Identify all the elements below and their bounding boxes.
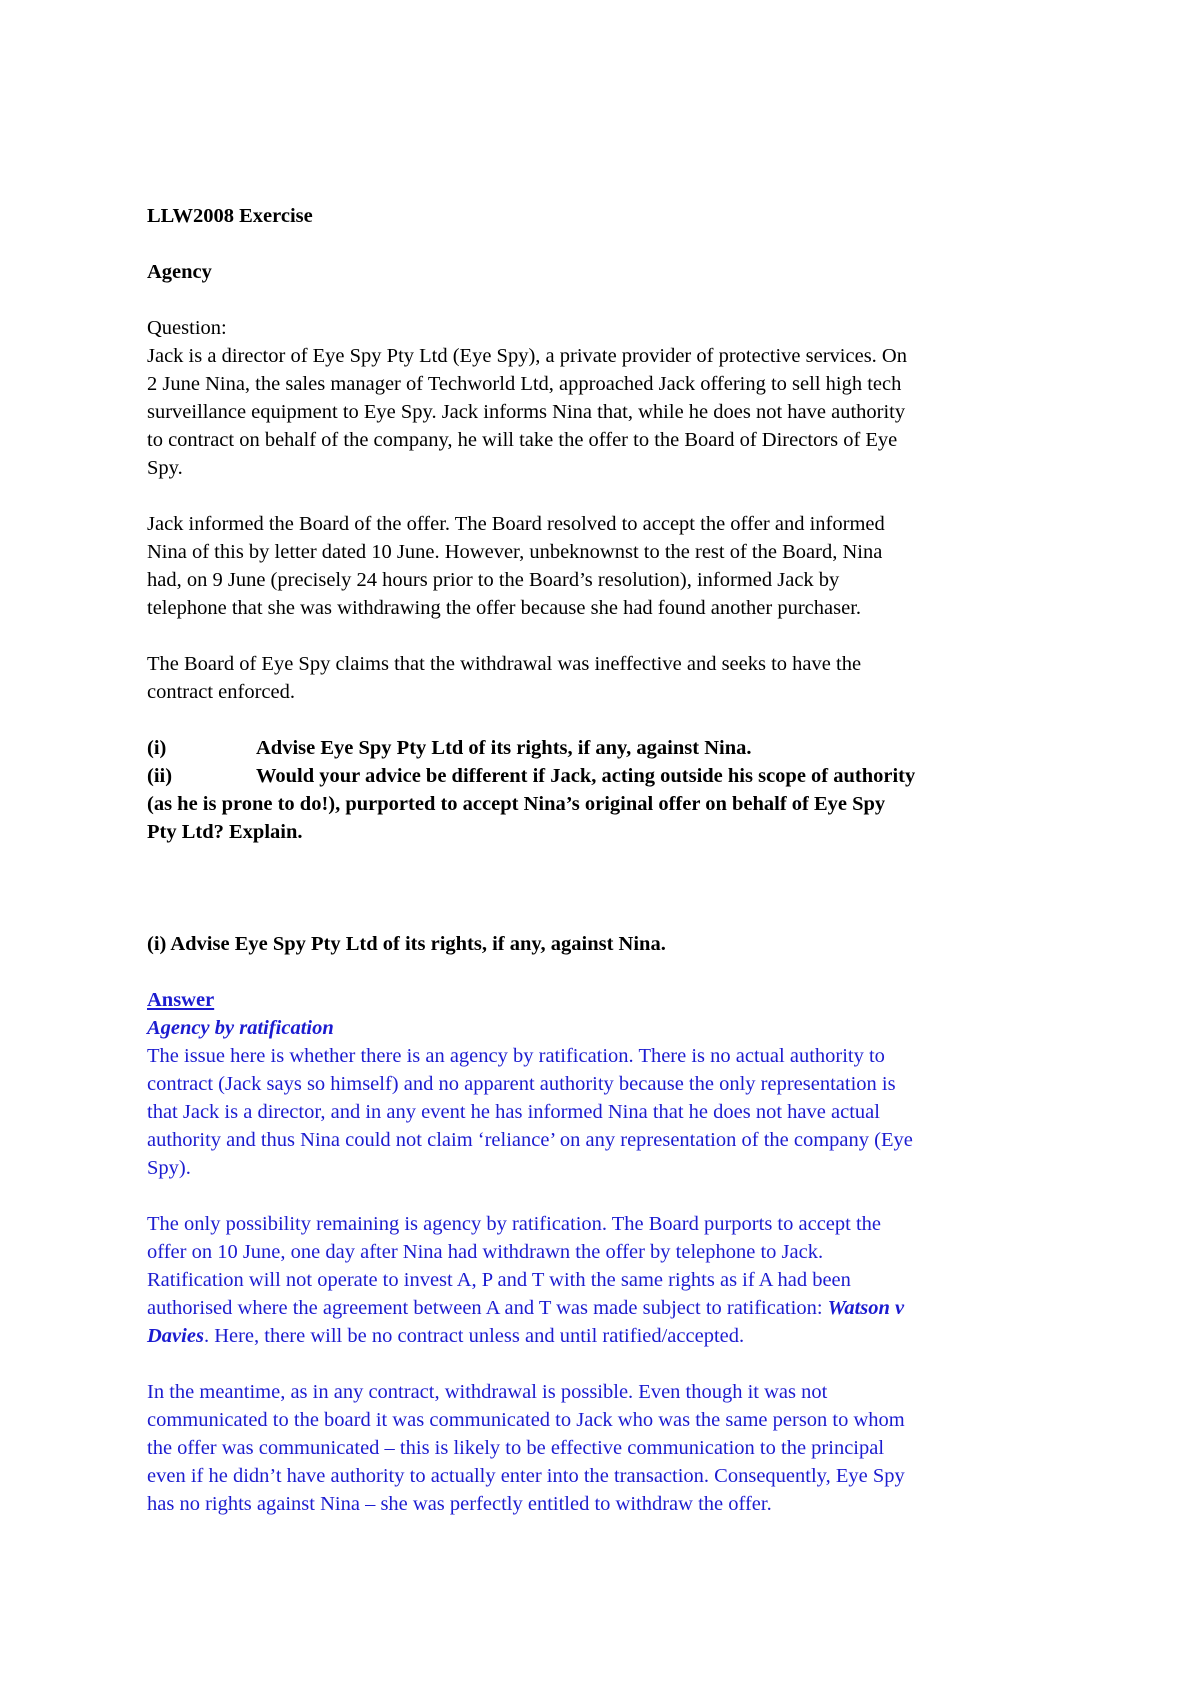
answer-para2-line — [147, 1294, 904, 1322]
answer-para3-line: has no rights against Nina – she was perfectly entitled to withdraw the offer. — [147, 1493, 772, 1515]
question-para1-line: Jack is a director of Eye Spy Pty Ltd (Eye Spy), a private provider of protective services. On — [147, 345, 907, 367]
question-para1-line: Spy. — [147, 457, 183, 479]
answer-para2-text: authorised where the agreement between A and T was made subject to ratification: — [147, 1297, 828, 1319]
question-item-text: Would your advice be different if Jack, acting outside his scope of authority — [256, 765, 916, 787]
case-citation: Watson v — [827, 1297, 905, 1319]
case-citation: Davies — [147, 1325, 204, 1347]
answer-para3-line: even if he didn’t have authority to actually enter into the transaction. Consequently, Eye Spy — [147, 1465, 905, 1487]
answer-para1-line: contract (Jack says so himself) and no apparent authority because the only representation is — [147, 1073, 896, 1095]
answer-section-heading: (i) Advise Eye Spy Pty Ltd of its rights, if any, against Nina. — [147, 933, 666, 955]
question-para2-line: had, on 9 June (precisely 24 hours prior to the Board’s resolution), informed Jack by — [147, 569, 840, 591]
question-para1-line: surveillance equipment to Eye Spy. Jack informs Nina that, while he does not have authority — [147, 401, 906, 423]
answer-para1-line: The issue here is whether there is an agency by ratification. There is no actual authority to — [147, 1045, 885, 1067]
question-label: Question: — [147, 317, 227, 339]
answer-para2-line: offer on 10 June, one day after Nina had withdrawn the offer by telephone to Jack. — [147, 1241, 824, 1263]
question-para2-line: Jack informed the Board of the offer. The Board resolved to accept the offer and informed — [147, 513, 885, 535]
answer-para1-line: that Jack is a director, and in any event he has informed Nina that he does not have actual — [147, 1101, 880, 1123]
answer-para2-line: The only possibility remaining is agency by ratification. The Board purports to accept the — [147, 1213, 882, 1235]
answer-label: Answer — [147, 989, 215, 1011]
answer-para3-line: In the meantime, as in any contract, withdrawal is possible. Even though it was not — [147, 1381, 828, 1403]
answer-para1-line: authority and thus Nina could not claim ‘reliance’ on any representation of the company (Eye — [147, 1129, 913, 1151]
question-para1-line: 2 June Nina, the sales manager of Techworld Ltd, approached Jack offering to sell high tech — [147, 373, 902, 395]
question-para2-line: Nina of this by letter dated 10 June. However, unbeknownst to the rest of the Board, Nina — [147, 541, 883, 563]
answer-para3-line: communicated to the board it was communicated to Jack who was the same person to whom — [147, 1409, 905, 1431]
question-para1-line: to contract on behalf of the company, he will take the offer to the Board of Directors of Eye — [147, 429, 898, 451]
document-title: LLW2008 Exercise — [147, 205, 313, 227]
answer-para2-line: Ratification will not operate to invest A, P and T with the same rights as if A had been — [147, 1269, 851, 1291]
question-item-text: (as he is prone to do!), purported to accept Nina’s original offer on behalf of Eye Spy — [147, 793, 886, 815]
question-para2-line: telephone that she was withdrawing the offer because she had found another purchaser. — [147, 597, 862, 619]
answer-para3-line: the offer was communicated – this is likely to be effective communication to the principal — [147, 1437, 885, 1459]
answer-topic: Agency by ratification — [147, 1017, 334, 1039]
question-para3-line: The Board of Eye Spy claims that the withdrawal was ineffective and seeks to have the — [147, 653, 862, 675]
answer-para1-line: Spy). — [147, 1157, 191, 1179]
document-subtitle: Agency — [147, 261, 212, 283]
question-para3-line: contract enforced. — [147, 681, 295, 703]
question-item-number: (ii) — [147, 765, 173, 787]
question-item-text: Advise Eye Spy Pty Ltd of its rights, if any, against Nina. — [256, 737, 752, 759]
answer-para2-text: . Here, there will be no contract unless and until ratified/accepted. — [203, 1325, 745, 1347]
question-item-number: (i) — [147, 737, 167, 759]
question-item-text: Pty Ltd? Explain. — [147, 821, 303, 843]
answer-para2-line — [147, 1322, 744, 1350]
